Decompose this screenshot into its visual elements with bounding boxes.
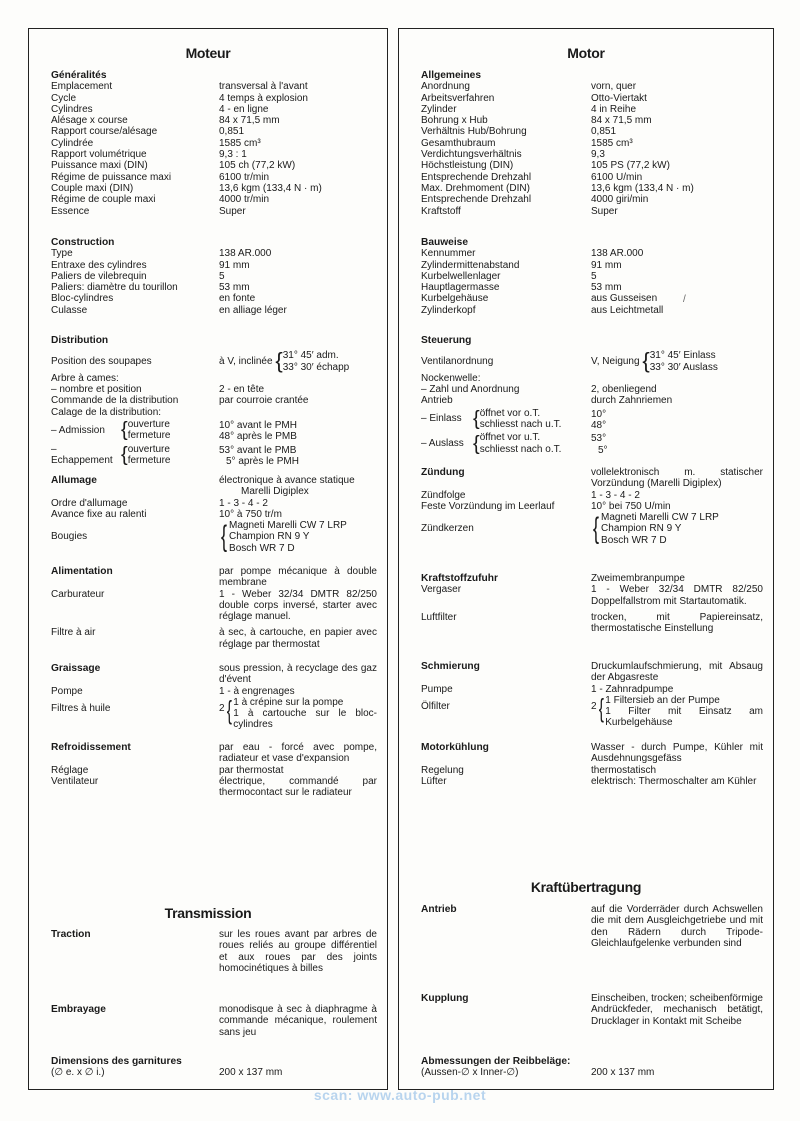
spec-value: 200 x 137 mm [591, 1067, 655, 1079]
spec-value: 138 AR.000 [219, 248, 272, 260]
spec-value: Einscheiben, trocken; scheibenförmige Andrückfeder, mechanisch betätigt, Drucklager in Kontakt mit Scheibe [591, 993, 763, 1027]
spec-text: 31° 45′ adm. [282, 350, 339, 362]
spec-value: 105 PS (77,2 kW) [591, 160, 670, 172]
spec-value: 10° bei 750 U/min [591, 500, 671, 512]
spec-value: 6100 U/min [591, 171, 643, 183]
spec-key: Pompe [51, 685, 83, 697]
spec-value: 1 - Weber 32/34 DMTR 82/250 Doppelfallstrom mit Startautomatik. [591, 584, 763, 607]
brace-icon: { [642, 348, 650, 374]
spec-key: Rapport course/alésage [51, 126, 158, 138]
section-title: Généralités [51, 70, 107, 81]
heading-motor: Motor [567, 45, 605, 61]
section-title: Bauweise [421, 237, 468, 248]
spec-value: sous pression, à recyclage des gaz d'évent [219, 663, 377, 686]
spec-text: Magneti Marelli CW 7 LRP [229, 520, 347, 532]
spec-value: en fonte [219, 293, 256, 305]
spec-value: 6100 tr/min [219, 171, 270, 183]
spec-value: Super [591, 205, 618, 217]
section-steuerung [421, 335, 767, 456]
spec-key: – Auslass { öffnet vor u.T. schliesst nach o.T. [421, 432, 562, 455]
spec-key: Alésage x course [51, 115, 128, 127]
spec-value: 1 - à engrenages [219, 685, 295, 697]
spec-row [51, 407, 381, 418]
spec-value [219, 407, 381, 418]
section-title: Antrieb [421, 904, 457, 915]
spec-value: 0,851 [591, 126, 617, 138]
spec-value: Druckumlaufschmierung, mit Absaug der Abgasreste [591, 661, 763, 684]
spec-row [51, 395, 381, 406]
section-title: Steuerung [421, 335, 472, 346]
spec-value: Otto-Viertakt [591, 92, 647, 104]
spec-value: 53 mm [591, 282, 622, 294]
spec-value: monodisque à sec à diaphragme à commande mécanique, roulement sans jeu [219, 1004, 377, 1038]
spec-row [51, 384, 381, 395]
section-embrayage [51, 1004, 381, 1038]
spec-row [421, 104, 767, 115]
spec-value: électrique, commandé par thermocontact sur le radiateur [219, 775, 377, 799]
spec-value: 4000 tr/min [219, 194, 270, 206]
section-title: Zündung [421, 467, 465, 478]
spec-row [51, 248, 381, 259]
spec-value: transversal à l'avant [219, 81, 308, 93]
spec-row [421, 248, 767, 259]
section-title: Construction [51, 237, 115, 248]
spec-key: Avance fixe au ralenti [51, 508, 147, 520]
spec-key: Paliers: diamètre du tourillon [51, 282, 178, 294]
spec-key: Zündkerzen [421, 523, 474, 535]
spec-row [51, 694, 381, 731]
spec-key: Carburateur [51, 588, 105, 600]
section-title: Allgemeines [421, 70, 482, 81]
spec-key: Verdichtungsverhältnis [421, 149, 522, 161]
spec-row [51, 443, 381, 468]
spec-text: Champion RN 9 Y [601, 523, 682, 535]
spec-row [421, 160, 767, 171]
spec-key: Bougies [51, 531, 88, 543]
brace-icon: { [275, 348, 283, 374]
spec-row [51, 260, 381, 271]
spec-row [51, 627, 381, 650]
section-title: Schmierung [421, 661, 480, 672]
spec-key: Regelung [421, 764, 464, 776]
section-kupplung [421, 993, 767, 1027]
spec-value: 2 { 1 Filtersieb an der Pumpe 1 Filter mit Einsatz am Kurbelgehäuse [591, 692, 763, 729]
section-construction [51, 237, 381, 316]
spec-value [591, 512, 767, 546]
spec-key: Bloc-cylindres [51, 293, 114, 305]
spec-value: 1 - Zahnradpumpe [591, 683, 674, 695]
spec-key: Régime de couple maxi [51, 194, 156, 206]
section-traction [51, 929, 381, 974]
spec-value: 91 mm [591, 259, 622, 271]
spec-key: Zündfolge [421, 489, 466, 501]
spec-value: Wasser - durch Pumpe, Kühler mit Ausdehnungsgefäss [591, 742, 763, 765]
spec-key: Anordnung [421, 81, 470, 93]
spec-row [51, 765, 381, 776]
heading-transmission: Transmission [164, 905, 252, 921]
spec-row [51, 271, 381, 282]
spec-row [51, 282, 381, 293]
spec-row [51, 498, 381, 509]
spec-value: 1 - 3 - 4 - 2 [219, 497, 268, 509]
spec-row [51, 686, 381, 697]
spec-value: par eau - forcé avec pompe, radiateur et vase d'expansion [219, 742, 377, 765]
spec-key: – Echappement { ouverture fermeture [51, 443, 171, 466]
spec-key: Arbeitsverfahren [421, 92, 495, 104]
spec-row [421, 692, 767, 729]
spec-row [421, 431, 767, 456]
spec-value: 1585 cm³ [591, 137, 633, 149]
spec-key: Filtres à huile [51, 702, 111, 714]
section-title: Refroidissement [51, 742, 131, 753]
pencil-mark-icon: / [683, 294, 686, 305]
spec-key: Kurbelwellenlager [421, 270, 501, 282]
section-title: Dimensions des garnitures [51, 1056, 182, 1067]
heading-kraftuebertragung: Kraftübertragung [530, 879, 642, 895]
spec-value: thermostatisch [591, 764, 657, 776]
spec-row [51, 305, 381, 316]
spec-row [421, 305, 767, 316]
brace-icon: { [121, 419, 128, 442]
brace-icon: { [473, 432, 480, 455]
spec-key: Calage de la distribution: [51, 406, 162, 418]
spec-value: 200 x 137 mm [219, 1067, 283, 1079]
spec-value: par courroie crantée [219, 395, 309, 407]
brace-icon: { [598, 692, 604, 723]
spec-row [421, 684, 767, 695]
spec-key: – Admission { ouverture fermeture [51, 419, 171, 442]
spec-subheading: Nockenwelle: [421, 372, 481, 384]
spec-row [421, 490, 767, 501]
spec-value: électronique à avance statique Marelli Digiplex [219, 475, 355, 498]
spec-value: 138 AR.000 [591, 248, 644, 260]
spec-key: Kennummer [421, 248, 476, 260]
spec-key: Ventilanordnung [421, 356, 494, 368]
spec-subheading: Arbre à cames: [51, 372, 119, 384]
spec-value [219, 520, 381, 554]
spec-row [421, 194, 767, 205]
spec-value: aus Leichtmetall [591, 304, 664, 316]
spec-key: Ordre d'allumage [51, 497, 128, 509]
brace-icon: { [121, 443, 128, 466]
spec-value: 13,6 kgm (133,4 N · m) [591, 182, 694, 194]
spec-row [421, 584, 767, 607]
spec-key: Höchstleistung (DIN) [421, 160, 514, 172]
spec-key: Max. Drehmoment (DIN) [421, 182, 530, 194]
spec-text: Bosch WR 7 D [601, 534, 667, 546]
spec-key: Couple maxi (DIN) [51, 182, 134, 194]
spec-row [421, 260, 767, 271]
spec-value: 4 temps à explosion [219, 92, 308, 104]
spec-key: Ölfilter [421, 700, 450, 712]
scan-watermark: scan: www.auto-pub.net [313, 1087, 487, 1103]
spec-value: 10° à 750 tr/m [219, 508, 282, 520]
spec-row [51, 149, 381, 160]
spec-key: Position des soupapes [51, 356, 152, 368]
section-title: Embrayage [51, 1004, 106, 1015]
spec-value: 5 [591, 270, 597, 282]
spec-row [421, 282, 767, 293]
spec-value: V, Neigung { 31° 45′ Einlass 33° 30′ Auslass [591, 348, 718, 374]
spec-value: 84 x 71,5 mm [591, 115, 652, 127]
panel-german [398, 28, 774, 1090]
spec-row [421, 395, 767, 406]
spec-row [421, 501, 767, 512]
section-title: Abmessungen der Reibbeläge: [421, 1056, 571, 1067]
section-generalites [51, 70, 381, 217]
spec-key: (Aussen-∅ x Inner-∅) [421, 1067, 519, 1079]
spec-row [51, 115, 381, 126]
spec-value [219, 350, 381, 373]
spec-row [421, 271, 767, 282]
spec-value: 4 in Reihe [591, 103, 637, 115]
spec-key: Zylindermittenabstand [421, 259, 520, 271]
spec-value: 1585 cm³ [219, 137, 261, 149]
spec-key: Lüfter [421, 775, 447, 787]
spec-value: 9,3 [591, 149, 605, 161]
spec-row [51, 418, 381, 443]
spec-value: 53° 5° [591, 433, 608, 456]
spec-row [421, 293, 767, 304]
spec-key: Rapport volumétrique [51, 149, 147, 161]
spec-key: Filtre à air [51, 627, 96, 639]
spec-value: auf die Vorderräder durch Achswellen die mit dem Ausgleichgetriebe und mit den Rädern durch Tripode-Gleichlaufgelenke verbunden sind [591, 904, 763, 949]
spec-key: Bohrung x Hub [421, 115, 488, 127]
spec-value: à sec, à cartouche, en papier avec réglage par thermostat [219, 627, 377, 650]
spec-row [51, 206, 381, 217]
spec-text: 33° 30′ échapp [282, 361, 350, 373]
spec-row [421, 93, 767, 104]
spec-key: Régime de puissance maxi [51, 171, 172, 183]
section-title: Allumage [51, 475, 97, 486]
spec-row [51, 509, 381, 520]
spec-key: Entsprechende Drehzahl [421, 171, 532, 183]
spec-value: 53 mm [219, 282, 250, 294]
spec-value: 53° avant le PMB 5° après le PMH [219, 444, 299, 467]
spec-value: 84 x 71,5 mm [219, 115, 280, 127]
spec-row [421, 149, 767, 160]
spec-row [421, 206, 767, 217]
section-title: Motorkühlung [421, 742, 489, 753]
section-distribution [51, 335, 381, 467]
spec-key: Gesamthubraum [421, 137, 496, 149]
spec-value: 105 ch (77,2 kW) [219, 160, 296, 172]
spec-value: durch Zahnriemen [591, 395, 673, 407]
spec-text: à V, inclinée [219, 356, 273, 368]
spec-row [51, 81, 381, 92]
spec-key: Culasse [51, 304, 88, 316]
brace-icon: { [226, 694, 232, 725]
spec-key: Cycle [51, 92, 77, 104]
spec-value: 4000 giri/min [591, 194, 649, 206]
spec-key: Kraftstoff [421, 205, 461, 217]
spec-row [51, 138, 381, 149]
spec-key: Entraxe des cylindres [51, 259, 147, 271]
spec-key: Zylinderkopf [421, 304, 476, 316]
spec-key: Essence [51, 205, 90, 217]
spec-row [421, 776, 767, 787]
spec-row [421, 407, 767, 432]
spec-key: – nombre et position [51, 384, 142, 396]
spec-value: par thermostat [219, 764, 284, 776]
spec-key: Puissance maxi (DIN) [51, 160, 148, 172]
spec-value: 1 - 3 - 4 - 2 [591, 489, 640, 501]
section-allumage [51, 475, 381, 554]
spec-row [421, 115, 767, 126]
spec-value: sur les roues avant par arbres de roues reliés au groupe différentiel et aux roues par des joints homocinétiques à billes [219, 929, 377, 974]
spec-row [421, 350, 767, 373]
spec-key: Pumpe [421, 683, 453, 695]
spec-value: vorn, quer [591, 81, 637, 93]
spec-row [421, 138, 767, 149]
spec-value: 2, obenliegend [591, 384, 657, 396]
spec-key: Zylinder [421, 103, 457, 115]
spec-row [51, 183, 381, 194]
section-motorkuehlung [421, 742, 767, 787]
section-title: Graissage [51, 663, 101, 674]
spec-value: elektrisch: Thermoschalter am Kühler [591, 775, 757, 787]
spec-row [51, 172, 381, 183]
spec-key: Cylindrée [51, 137, 94, 149]
spec-row [421, 172, 767, 183]
spec-row [51, 93, 381, 104]
spec-key: Verhältnis Hub/Bohrung [421, 126, 527, 138]
section-title: Alimentation [51, 566, 113, 577]
section-refroidissement [51, 742, 381, 798]
spec-value: 1 - Weber 32/34 DMTR 82/250 double corps inversé, starter avec réglage manuel. [219, 588, 377, 623]
spec-row [421, 183, 767, 194]
heading-moteur: Moteur [185, 45, 231, 61]
spec-text: Magneti Marelli CW 7 LRP [601, 512, 719, 524]
section-dimensions [51, 1056, 381, 1079]
brace-icon: { [221, 520, 228, 554]
spec-row [51, 160, 381, 171]
section-title: Traction [51, 929, 91, 940]
spec-text: Bosch WR 7 D [229, 542, 295, 554]
section-zuendung [421, 467, 767, 546]
spec-key: (∅ e. x ∅ i.) [51, 1067, 105, 1079]
spec-key: Paliers de vilebrequin [51, 270, 147, 282]
spec-row [51, 126, 381, 137]
section-bauweise [421, 237, 767, 316]
spec-key: Hauptlagermasse [421, 282, 500, 294]
spec-key: – Einlass { öffnet vor o.T. schliesst nach u.T. [421, 407, 562, 431]
spec-key: Antrieb [421, 395, 453, 407]
section-abmessungen [421, 1056, 767, 1079]
spec-row [51, 589, 381, 623]
spec-value: Super [219, 205, 246, 217]
section-antrieb [421, 904, 767, 949]
spec-value: 9,3 : 1 [219, 149, 247, 161]
spec-value: par pompe mécanique à double membrane [219, 566, 377, 589]
spec-row [51, 350, 381, 373]
spec-row [51, 293, 381, 304]
panel-french [28, 28, 388, 1090]
section-title: Kupplung [421, 993, 469, 1004]
spec-key: Kurbelgehäuse [421, 293, 489, 305]
spec-row [51, 194, 381, 205]
spec-value: 10° 48° [591, 408, 607, 432]
spec-text: Champion RN 9 Y [229, 531, 310, 543]
spec-key: Vergaser [421, 584, 462, 596]
spec-value: 5 [219, 270, 225, 282]
spec-key: Emplacement [51, 81, 113, 93]
section-allgemeines [421, 70, 767, 217]
spec-row [421, 126, 767, 137]
section-title: Kraftstoffzufuhr [421, 573, 498, 584]
section-schmierung [421, 661, 767, 729]
spec-value: aus Gusseisen [591, 293, 658, 305]
section-kraftstoffzufuhr [421, 573, 767, 634]
spec-key: Ventilateur [51, 775, 99, 787]
spec-row [421, 81, 767, 92]
spec-row [51, 104, 381, 115]
spec-row [421, 765, 767, 776]
section-title: Distribution [51, 335, 109, 346]
spec-key: Feste Vorzündung im Leerlauf [421, 500, 555, 512]
spec-value: Zweimembranpumpe [591, 573, 685, 584]
spec-row [421, 612, 767, 635]
spec-key: – Zahl und Anordnung [421, 384, 520, 396]
spec-row [51, 520, 381, 554]
spec-value: vollelektronisch m. statischer Vorzündung (Marelli Digiplex) [591, 467, 763, 490]
spec-row [421, 512, 767, 546]
spec-row [421, 384, 767, 395]
spec-value: 13,6 kgm (133,4 N · m) [219, 182, 322, 194]
brace-icon: { [593, 512, 600, 546]
spec-value: 4 - en ligne [219, 103, 269, 115]
spec-key: Cylindres [51, 103, 93, 115]
section-alimentation [51, 566, 381, 650]
spec-value: 2 { 1 à crépine sur la pompe 1 à cartouche sur le bloc-cylindres [219, 694, 377, 731]
spec-value: en alliage léger [219, 304, 287, 316]
spec-value: 10° avant le PMH 48° après le PMB [219, 420, 297, 443]
spec-value: 91 mm [219, 259, 250, 271]
spec-key: Luftfilter [421, 611, 457, 623]
spec-value: 0,851 [219, 126, 245, 138]
spec-key: Entsprechende Drehzahl [421, 194, 532, 206]
spec-key: Réglage [51, 764, 89, 776]
brace-icon: { [473, 408, 480, 431]
spec-value: trocken, mit Papiereinsatz, thermostatische Einstellung [591, 611, 763, 635]
spec-row [51, 776, 381, 799]
spec-key: Commande de la distribution [51, 395, 179, 407]
spec-key: Type [51, 248, 73, 260]
spec-value: 2 - en tête [219, 384, 265, 396]
section-graissage [51, 663, 381, 731]
